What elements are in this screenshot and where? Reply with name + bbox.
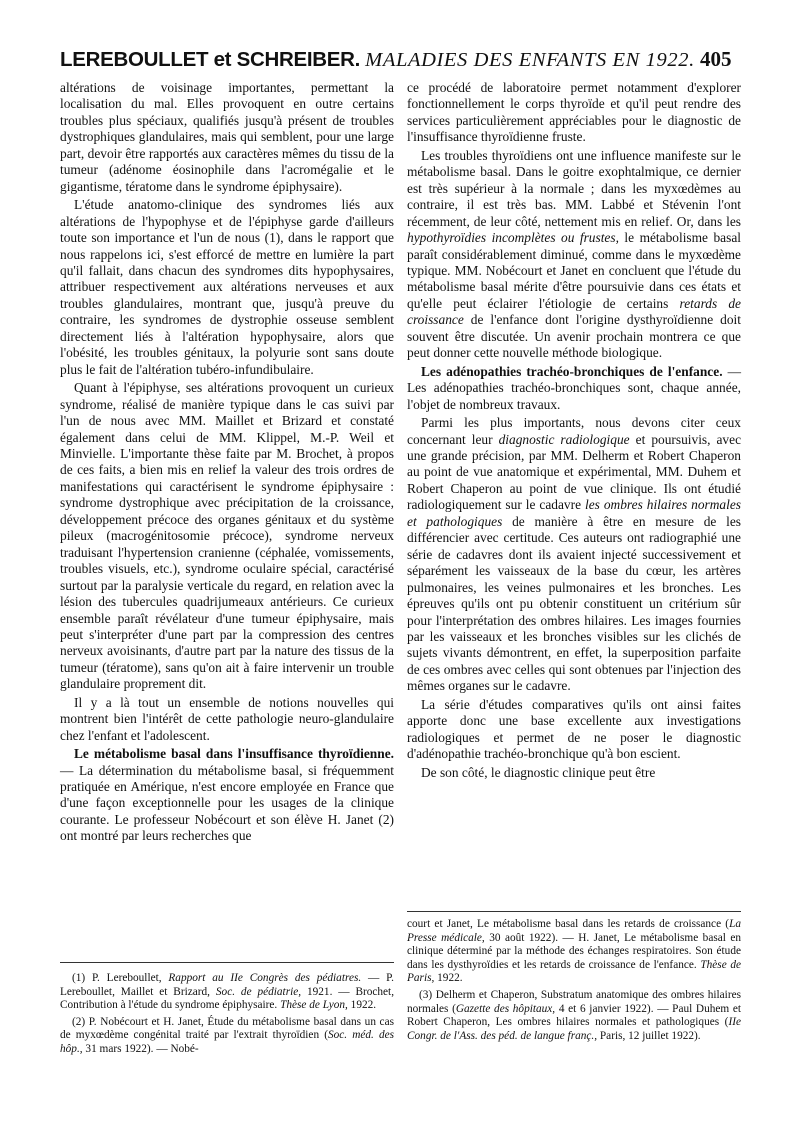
italic-text: Rapport au IIe Congrès des pédiatres. bbox=[168, 972, 362, 984]
footnote-text: Paris, 12 juillet 1922). bbox=[599, 1029, 701, 1042]
footnote-separator bbox=[407, 911, 741, 912]
paragraph bbox=[407, 415, 741, 695]
paragraph: Il y a là tout un ensemble de notions nouvelles qui montrent bien l'intérêt de cette pathologie neuro-glandulaire chez l'enfant et l'adolescent. bbox=[60, 694, 394, 743]
italic-text: Soc. de pédiatrie, bbox=[215, 985, 302, 998]
paragraph-text: de l'enfance dont l'origine dysthyroïdienne doit souvent être discutée. Un avenir prochain montrera ce que peut donner cette nouvelle méthode biologique. bbox=[407, 312, 741, 361]
footnote-text: 4 et 6 janvier 1922). — Paul Duhem et Robert Chaperon, Les ombres hilaires normales et pathologiques ( bbox=[407, 1002, 742, 1029]
italic-text: hypothyroïdies incomplètes ou frustes, bbox=[407, 230, 619, 246]
section-heading: Les adénopathies trachéo-bronchiques de l'enfance. bbox=[421, 363, 723, 379]
italic-text: La Presse médicale, bbox=[407, 918, 741, 944]
paragraph: altérations de voisinage importantes, permettant la localisation du mal. Elles provoquent en outre certains troubles plus spéciaux, qualifiés jusqu'à présent de troubles dystrophiques glandulaires, mais qui semblent, pour une large part, devoir être rapportés aux caractères mêmes du tissu de la tumeur (adénome éosinophile dans l'acromégalie et le gigantisme, tératome dans le syndrome épiphysaire). bbox=[60, 80, 394, 194]
italic-text: Soc. méd. des hôp., bbox=[60, 1029, 395, 1055]
footnote-text: (1) P. Lereboullet, bbox=[72, 972, 162, 984]
paragraph: L'étude anatomo-clinique des syndromes liés aux altérations de l'hypophyse et de l'épiphyse garde d'ailleurs toute son importance et l'un de nous (1), dans le rapport que nous rappelons ici, s'est efforcé de mettre en lumière la part qu'il fallait, dans chacun des syndromes dits hypophysaires, attribuer respectivement aux altérations nerveuses et aux troubles glandulaires, montrant que, jusqu'à preuve du contraire, les syndromes de dystrophie osseuse semblent directement liés à l'altération hypophysaire, alors que l'obésité, les troubles génitaux, la polyurie sont sans doute plus le fait de l'altération tubéro-infundibulaire. bbox=[60, 197, 394, 377]
footnote-text: 1922. bbox=[437, 972, 463, 985]
footnote-text: court et Janet, Le métabolisme basal dans les retards de croissance ( bbox=[407, 918, 730, 930]
italic-text: Gazette des hôpitaux, bbox=[455, 1002, 556, 1015]
italic-text: Thèse de Lyon, bbox=[280, 999, 348, 1012]
paragraph-text: de manière à être en mesure de les différencier avec certitude. Ces auteurs ont radiographié une série de cadavres dont ils avaient injecté successivement et séparément les vaisseaux de la base du cœur, les artères pulmonaires, les veines pulmonaires et les bronches. Les épreuves qu'ils ont pu obtenir constituent un critérium sûr pour l'interprétation des ombres hilaires. Les images fournies par les vaisseaux et les bronches visibles sur les clichés de sujets vivants démontrent, en effet, la superposition parfaite de ces ombres avec celles qui sont obtenues par l'injection des mêmes organes sur le cadavre. bbox=[407, 513, 741, 694]
paragraph: La série d'études comparatives qu'ils ont ainsi faites apporte donc une base excellente aux investigations radiologiques et permet de ne poser le diagnostic d'adénopathie trachéo-bronchique qu'à bon escient. bbox=[407, 696, 741, 762]
header-authors: LEREBOULLET et SCHREIBER. bbox=[60, 48, 361, 71]
italic-text: retards de croissance bbox=[407, 295, 741, 328]
footnote-text: (3) Delherm et Chaperon, Substratum anatomique des ombres hilaires normales ( bbox=[407, 988, 741, 1015]
paragraph-text: Les troubles thyroïdiens ont une influence manifeste sur le métabolisme basal. Dans le goitre exophtalmique, ce dernier est très supérieur à la normale ; dans les myxœdèmes au contraire, il est très bas. MM. Labbé et Stévenin l'ont récemment, de leur côté, nettement mis en relief. Or, dans les bbox=[407, 147, 741, 229]
italic-text: diagnostic radiologique bbox=[498, 431, 630, 447]
paragraph: ce procédé de laboratoire permet notamment d'explorer fonctionnellement le corps thyroïde et qu'il peut rendre des services particulièrement appréciables pour le diagnostic de l'insuffisance thyroïdienne fruste. bbox=[407, 80, 741, 145]
section-paragraph bbox=[60, 746, 394, 845]
paragraph-text: — La détermination du métabolisme basal, si fréquemment pratiquée en Amérique, n'est encore employée en France que d'une façon exceptionnelle pour les usages de la clinique courante. Le professeur Nobécourt et son élève H. Janet (2) ont montré par leurs recherches que bbox=[60, 762, 394, 844]
paragraph-text: le métabolisme basal paraît considérablement diminué, comme dans le myxœdème typique. MM. Nobécourt et Janet en concluent que l'étude du métabolisme basal mérite d'être poursuivie dans ces états et qu'elle peut éclairer l'étiologie de certains bbox=[407, 230, 741, 311]
italic-text: IIe Congr. de l'Ass. des péd. de langue franç., bbox=[407, 1016, 741, 1042]
paragraph: De son côté, le diagnostic clinique peut être bbox=[421, 764, 656, 780]
footnote bbox=[60, 972, 394, 1013]
footnote-text: 30 août 1922). — H. Janet, Le métabolisme basal en clinique déterminé par la méthode des échanges respiratoires. Son étude dans les dysthyroïdies et les retards de croissance de l'enfance. bbox=[407, 931, 741, 971]
footnote bbox=[407, 989, 741, 1043]
footnote-text: (2) P. Nobécourt et H. Janet, Étude du métabolisme basal dans un cas de myxœdème congénital traité par l'extrait thyroïdien ( bbox=[60, 1015, 394, 1042]
footnotes-right bbox=[407, 918, 741, 1046]
footnote-text: 1922. bbox=[350, 999, 377, 1012]
right-column bbox=[407, 80, 741, 781]
footnote-text: 1921. — Brochet, Contribution à l'étude du syndrome épiphysaire. bbox=[60, 985, 395, 1012]
italic-text: les ombres hilaires normales et pathologiques bbox=[407, 497, 741, 529]
running-header bbox=[60, 44, 740, 74]
paragraph-text: et poursuivis, avec une grande précision, par MM. Delherm et Robert Chaperon au point de vue anatomique et expérimental, MM. Duhem et Robert Chaperon au point de vue clinique. Ils ont étudié radiologiquement sur le cadavre bbox=[407, 431, 742, 513]
italic-text: Thèse de Paris, bbox=[407, 958, 742, 985]
section-heading: Le métabolisme basal dans l'insuffisance thyroïdienne. bbox=[74, 746, 394, 762]
paragraph-text: Parmi les plus importants, nous devons citer ceux concernant leur bbox=[407, 415, 741, 447]
header-title: MALADIES DES ENFANTS EN 1922. bbox=[365, 49, 695, 71]
paragraph: Quant à l'épiphyse, ses altérations provoquent un curieux syndrome, réalisé de manière typique dans le cas suivi par l'un de nous avec MM. Maillet et Brizard et constaté également dans celui de MM. Klippel, M.-P. Weil et Minvielle. L'importante thèse faite par M. Brochet, à propos de ces faits, a bien mis en relief la valeur des trois ordres de manifestations qui caractérisent le syndrome épiphysaire : syndrome dystrophique avec précipitation de la croissance, développement précoce des organes génitaux et du système pileux (macrogénitosomie précoce), syndrome nerveux traduisant l'hypertension cranienne (céphalée, vomissements, troubles visuels, etc.), syndrome oculaire spécial, caractérisé surtout par la paralysie verticale du regard, en relation avec la lésion des tubercules quadrijumeaux antérieurs. Ce curieux ensemble paraît révélateur d'une tumeur épiphysaire, mais peut s'interpréter d'une part par la compression des centres nerveux avoisinants, d'autre part par la nature des tissus de la tumeur (tératome), sans qu'on ait à faire intervenir un trouble glandulaire proprement dit. bbox=[60, 380, 394, 692]
paragraph bbox=[407, 148, 741, 362]
footnote bbox=[407, 918, 741, 986]
footnotes-left bbox=[60, 972, 394, 1060]
page-number: 405 bbox=[699, 47, 732, 71]
footnote-text: — P. Lereboullet, Maillet et Brizard, bbox=[60, 972, 394, 998]
section-paragraph bbox=[407, 364, 741, 413]
footnote-text: 31 mars 1922). — Nobé- bbox=[85, 1042, 199, 1055]
paragraph-text: — Les adénopathies trachéo-bronchiques sont, chaque année, l'objet de nombreux travaux. bbox=[407, 363, 741, 412]
footnote bbox=[60, 1016, 394, 1057]
left-column bbox=[60, 80, 394, 845]
footnote-separator bbox=[60, 962, 394, 963]
